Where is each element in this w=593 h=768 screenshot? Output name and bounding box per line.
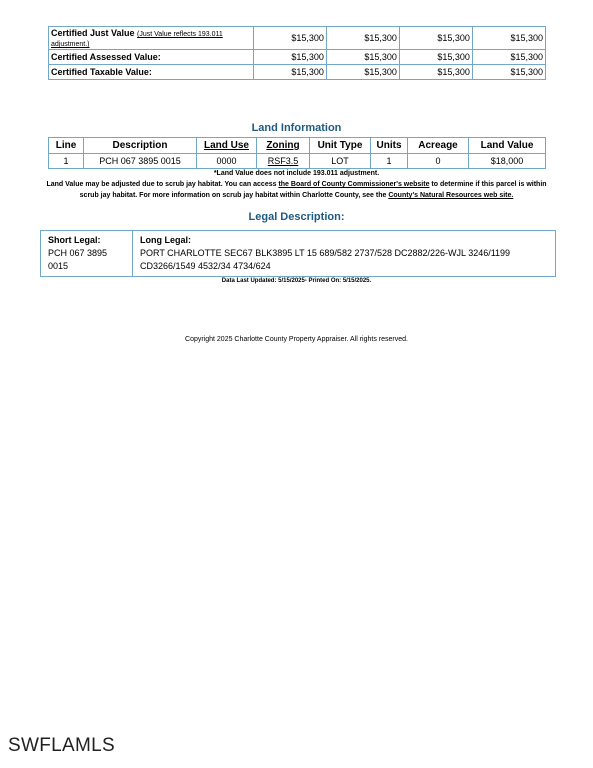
scrub-jay-note-text: to determine if this parcel is within scrub jay habitat. For more information on scrub jay habitat within Charlotte County, see the [79,181,547,199]
table-cell: $15,300 [326,65,399,80]
scrub-jay-note-text: Land Value may be adjusted due to scrub jay habitat. You can access [46,181,279,188]
column-header-description: Description [84,138,197,154]
table-row [49,65,546,80]
table-row [49,154,546,169]
land-value-footnote: *Land Value does not include 193.011 adjustment. [213,170,380,177]
table-cell: 0000 [197,154,257,169]
table-cell: $15,300 [399,50,472,65]
column-header-units: Units [371,138,408,154]
watermark-logo: SWFLAMLS [8,735,115,756]
column-header-acreage: Acreage [408,138,469,154]
column-header-unit-type: Unit Type [310,138,371,154]
copyright-notice: Copyright 2025 Charlotte County Property Appraiser. All rights reserved. [185,336,408,343]
table-cell: $15,300 [399,27,472,50]
table-cell: $18,000 [469,154,546,169]
table-cell: $15,300 [399,65,472,80]
table-cell: 1 [371,154,408,169]
row-label [49,27,254,50]
legal-description-table [40,230,556,277]
scrub-jay-note [40,179,553,201]
column-header-zoning[interactable]: Zoning [257,138,310,154]
table-row [49,27,546,50]
long-legal-label: Long Legal: [140,235,191,245]
short-legal-cell [41,231,133,277]
table-cell: $15,300 [326,50,399,65]
zoning-link[interactable]: RSF3.5 [257,154,310,169]
certified-values-table [48,26,546,80]
natural-resources-link[interactable]: County's Natural Resources web site. [388,192,514,199]
table-cell: $15,300 [326,27,399,50]
table-cell: $15,300 [253,65,326,80]
table-row [49,50,546,65]
table-cell: $15,300 [253,27,326,50]
column-header-line: Line [49,138,84,154]
table-cell: PCH 067 3895 0015 [84,154,197,169]
just-value-note-link[interactable]: (Just Value reflects 193.011 adjustment.) [51,31,223,48]
table-cell: LOT [310,154,371,169]
table-cell: $15,300 [253,50,326,65]
table-cell: $15,300 [472,65,545,80]
land-information-title: Land Information [251,122,342,134]
short-legal-value: PCH 067 3895 0015 [48,248,108,271]
table-row [41,231,556,277]
data-last-updated: Data Last Updated: 5/15/2025- Printed On: 5/15/2025. [221,278,372,284]
certified-just-value-label: Certified Just Value [51,28,135,38]
table-header-row [49,138,546,154]
legal-description-title: Legal Description: [248,211,345,223]
table-cell: $15,300 [472,27,545,50]
certified-assessed-value-label: Certified Assessed Value: [49,50,254,65]
short-legal-label: Short Legal: [48,235,101,245]
board-of-commissioners-link[interactable]: the Board of County Commissioner's website [278,181,430,188]
certified-taxable-value-label: Certified Taxable Value: [49,65,254,80]
column-header-land-use[interactable]: Land Use [197,138,257,154]
long-legal-cell [133,231,556,277]
table-cell: 1 [49,154,84,169]
table-cell: $15,300 [472,50,545,65]
column-header-land-value: Land Value [469,138,546,154]
long-legal-value: PORT CHARLOTTE SEC67 BLK3895 LT 15 689/582 2737/528 DC2882/226-WJL 3246/1199 CD3266/1549 4532/34 4734/624 [140,248,511,271]
land-information-table [48,137,546,169]
table-cell: 0 [408,154,469,169]
